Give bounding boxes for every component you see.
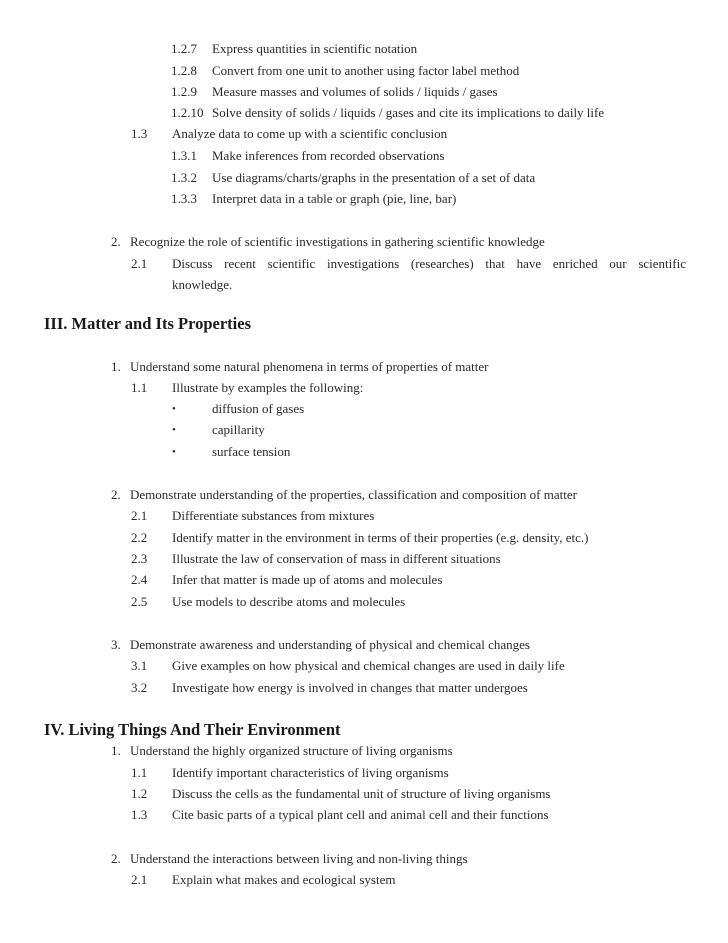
item-text: Understand the highly organized structure of living organisms (130, 743, 453, 758)
item-text: Measure masses and volumes of solids / liquids / gases (212, 84, 498, 99)
item-text: Use models to describe atoms and molecules (172, 594, 406, 609)
item-number: 2.1 (131, 256, 148, 271)
bullet-text: diffusion of gases (212, 401, 305, 416)
bullet-icon: • (172, 446, 176, 458)
item-number: 1.3.3 (171, 191, 197, 206)
item-number: 2.3 (131, 551, 148, 566)
item-number: 1.1 (131, 765, 148, 780)
item-number: 1.2.7 (171, 41, 197, 56)
item-number: 2.2 (131, 530, 148, 545)
item-text: Discuss recent scientific investigations (researches) that have enriched our scientific (172, 256, 686, 271)
bullet-text: capillarity (212, 422, 265, 437)
item-number: 1.1 (131, 380, 148, 395)
item-text: Make inferences from recorded observations (212, 148, 445, 163)
item-text: Identify important characteristics of living organisms (172, 765, 449, 780)
section-heading: IV. Living Things And Their Environment (44, 720, 341, 739)
item-number: 1.3.1 (171, 148, 197, 163)
item-number: 3.1 (131, 658, 148, 673)
item-number: 2. (111, 487, 121, 502)
item-number: 1.2.9 (171, 84, 197, 99)
item-text: Interpret data in a table or graph (pie, line, bar) (212, 191, 457, 206)
item-number: 2.4 (131, 572, 148, 587)
item-text: Illustrate the law of conservation of mass in different situations (172, 551, 501, 566)
item-number: 2. (111, 851, 121, 866)
item-text: Understand some natural phenomena in terms of properties of matter (130, 359, 489, 374)
item-text: Recognize the role of scientific investigations in gathering scientific knowledge (130, 234, 545, 249)
item-number: 1. (111, 743, 121, 758)
item-text: Discuss the cells as the fundamental unit of structure of living organisms (172, 786, 551, 801)
item-text: Solve density of solids / liquids / gases and cite its implications to daily life (212, 105, 605, 120)
item-text-continued: knowledge. (172, 277, 233, 292)
item-text: Cite basic parts of a typical plant cell and animal cell and their functions (172, 807, 549, 822)
item-text: Explain what makes and ecological system (172, 872, 396, 887)
item-number: 1.3 (131, 126, 148, 141)
item-text: Understand the interactions between living and non-living things (130, 851, 468, 866)
item-number: 3. (111, 637, 121, 652)
item-number: 2. (111, 234, 121, 249)
item-text: Demonstrate understanding of the properties, classification and composition of matter (130, 487, 577, 502)
item-text: Use diagrams/charts/graphs in the presentation of a set of data (212, 170, 536, 185)
item-number: 2.5 (131, 594, 148, 609)
bullet-text: surface tension (212, 444, 291, 459)
item-text: Identify matter in the environment in terms of their properties (e.g. density, etc.) (172, 530, 589, 545)
item-text: Convert from one unit to another using factor label method (212, 63, 520, 78)
item-number: 1.2 (131, 786, 148, 801)
item-number: 3.2 (131, 680, 148, 695)
item-text: Demonstrate awareness and understanding of physical and chemical changes (130, 637, 530, 652)
bullet-icon: • (172, 403, 176, 415)
item-text: Infer that matter is made up of atoms and molecules (172, 572, 443, 587)
item-text: Differentiate substances from mixtures (172, 508, 375, 523)
item-number: 1. (111, 359, 121, 374)
item-number: 1.3 (131, 807, 148, 822)
bullet-icon: • (172, 424, 176, 436)
item-text: Express quantities in scientific notation (212, 41, 418, 56)
section-heading: III. Matter and Its Properties (44, 314, 251, 333)
item-number: 2.1 (131, 872, 148, 887)
item-number: 1.2.8 (171, 63, 197, 78)
item-number: 2.1 (131, 508, 148, 523)
item-number: 1.2.10 (171, 105, 204, 120)
item-text: Illustrate by examples the following: (172, 380, 364, 395)
item-text: Investigate how energy is involved in changes that matter undergoes (172, 680, 528, 695)
item-text: Analyze data to come up with a scientific conclusion (172, 126, 448, 141)
item-number: 1.3.2 (171, 170, 197, 185)
item-text: Give examples on how physical and chemical changes are used in daily life (172, 658, 565, 673)
